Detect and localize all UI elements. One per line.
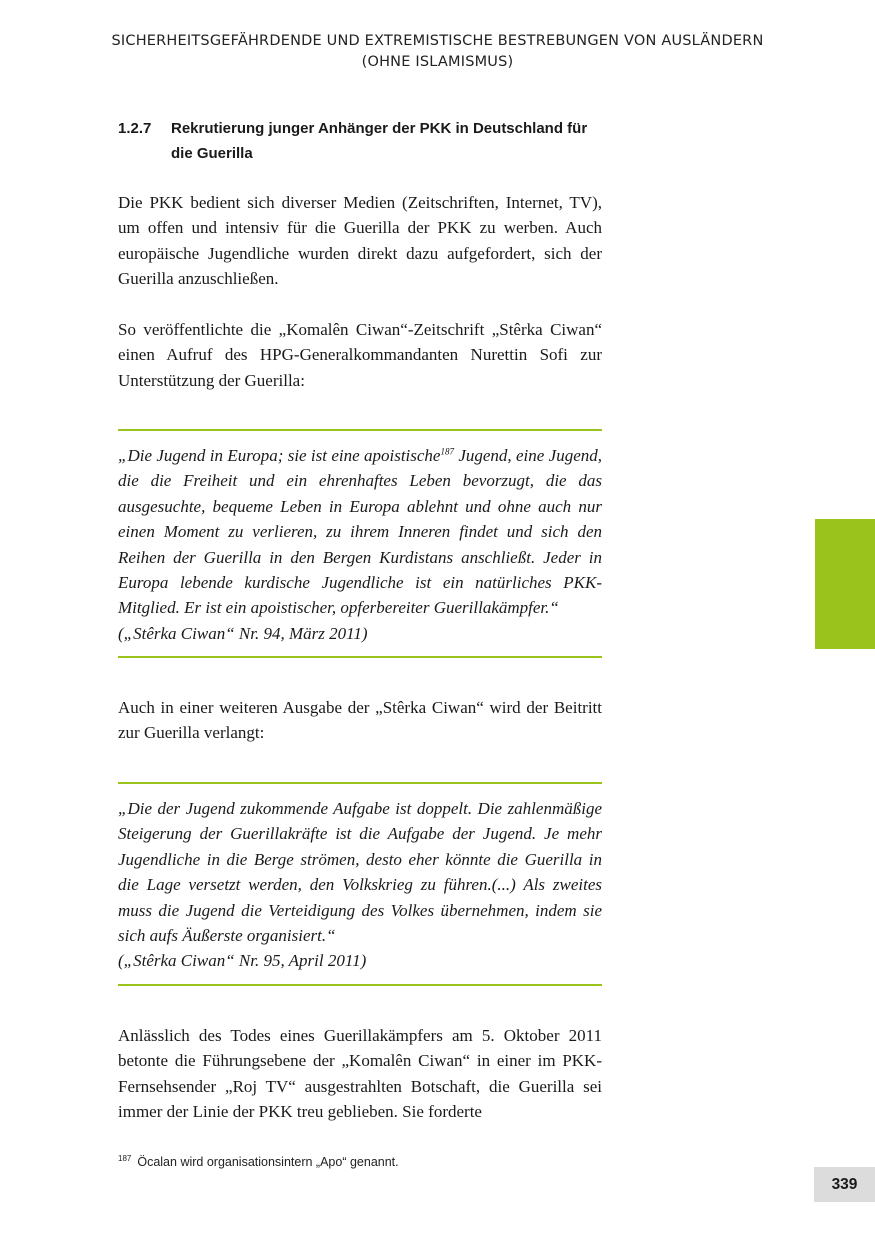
footnote-reference[interactable]: 187 <box>440 446 454 457</box>
section-number: 1.2.7 <box>118 120 152 137</box>
running-header-line-2: (OHNE ISLAMISMUS) <box>361 54 514 70</box>
quote-1-top-rule <box>118 429 602 431</box>
quote-1-source: („Stêrka Ciwan“ Nr. 94, März 2011) <box>118 623 368 643</box>
quote-1-text-end: Jugend, eine Jugend, die die Freiheit und ein ehrenhaftes Leben bevorzugt, die das ausgesuchte, bequeme Leben in Europa ablehnt und ohne auch nur einen Moment zu verlieren, zu ihrem Inneren findet und sich den Reihen der Guerilla in den Bergen Kurdistans anschließt. Jeder in Europa lebende kurdische Jugendliche ist ein natürliches PKK-Mitglied. Er ist ein apoistischer, opferbereiter Guerillakämpfer.“ <box>118 446 602 618</box>
quote-1-text-start: „Die Jugend in Europa; sie ist eine apoistische <box>118 446 441 465</box>
paragraph-1: Die PKK bedient sich diverser Medien (Zeitschriften, Internet, TV), um offen und intensiv für die Guerilla der PKK zu werben. Auch europäische Jugendliche wurden direkt dazu aufgefordert, sich der Guerilla anzuschließen. <box>118 193 602 289</box>
footnote <box>118 1154 602 1171</box>
quote-2-bottom-rule <box>118 984 602 986</box>
running-header <box>0 31 875 73</box>
quote-2 <box>118 796 602 974</box>
section-heading <box>118 116 608 166</box>
paragraph-3: Auch in einer weiteren Ausgabe der „Stêrka Ciwan“ wird der Beitritt zur Guerilla verlangt: <box>118 698 602 743</box>
footnote-number: 187 <box>118 1153 132 1163</box>
quote-2-top-rule <box>118 782 602 784</box>
quote-1-bottom-rule <box>118 656 602 658</box>
paragraph-2: So veröffentlichte die „Komalên Ciwan“-Zeitschrift „Stêrka Ciwan“ einen Aufruf des HPG-Generalkommandanten Nurettin Sofi zur Unterstützung der Guerilla: <box>118 320 602 390</box>
chapter-side-tab <box>815 519 875 649</box>
section-title: Rekrutierung junger Anhänger der PKK in Deutschland für die Guerilla <box>171 120 588 162</box>
running-header-line-1: SICHERHEITSGEFÄHRDENDE UND EXTREMISTISCHE BESTREBUNGEN VON AUSLÄNDERN <box>111 33 764 49</box>
paragraph-4: Anlässlich des Todes eines Guerillakämpfers am 5. Oktober 2011 betonte die Führungsebene der „Komalên Ciwan“ in einer im PKK-Fernsehsender „Roj TV“ ausgestrahlten Botschaft, die Guerilla sei immer der Linie der PKK treu geblieben. Sie forderte <box>118 1026 602 1122</box>
quote-1 <box>118 443 602 646</box>
page-number: 339 <box>814 1167 875 1202</box>
footnote-text: Öcalan wird organisationsintern „Apo“ genannt. <box>137 1155 399 1169</box>
quote-2-text: „Die der Jugend zukommende Aufgabe ist doppelt. Die zahlenmäßige Steigerung der Guerillakräfte ist die Aufgabe der Jugend. Je mehr Jugendliche in die Berge strömen, desto eher könnte die Guerilla in die Lage versetzt werden, den Volkskrieg zu führen.(...) Als zweites muss die Jugend die Verteidigung des Volkes übernehmen, indem sie sich aufs Äußerste organisiert.“ <box>118 799 602 946</box>
quote-2-source: („Stêrka Ciwan“ Nr. 95, April 2011) <box>118 951 367 971</box>
